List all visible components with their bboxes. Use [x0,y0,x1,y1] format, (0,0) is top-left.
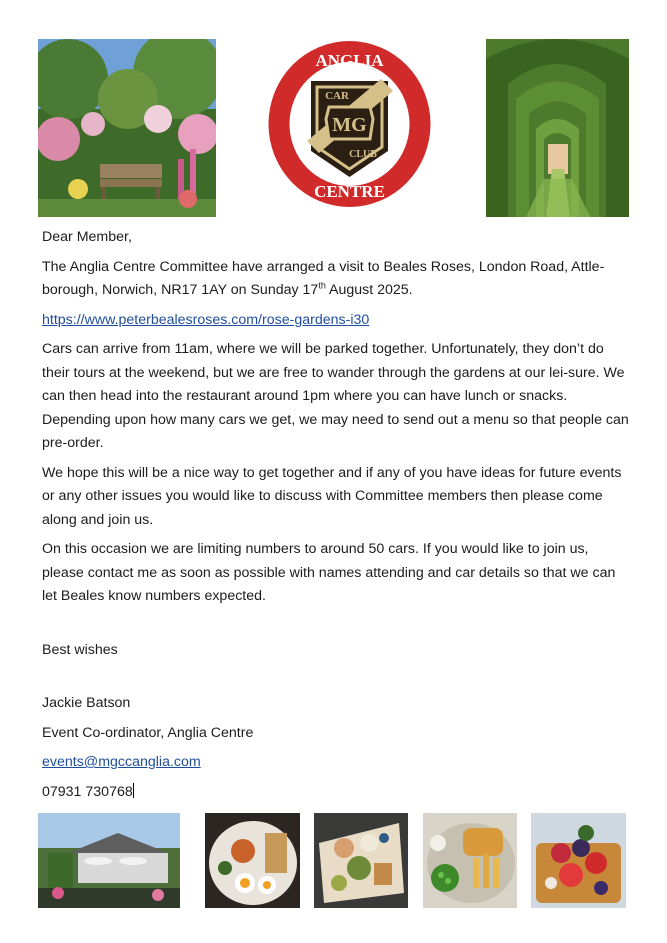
intro-paragraph [42,256,632,303]
get-together-paragraph: We hope this will be a nice way to get together and if any of you have ideas for future events or any other issues you would like to discuss with Committee members then please come along and join us. [42,464,622,528]
signatory-name: Jackie Batson [42,695,131,711]
rose-gardens-link[interactable]: https://www.peterbealesroses.com/rose-gardens-i30 [42,311,370,328]
fruit-waffle-photo [531,813,626,908]
intro-text-end: August 2025. [325,282,413,298]
logo-mg-text: MG [332,114,367,136]
logo-car-text: CAR [325,90,349,102]
sandwich-platter-photo [314,813,408,908]
anglia-centre-car-club-logo [267,39,432,209]
text-cursor [133,783,134,798]
intro-text: The Anglia Centre Committee have arranged a visit to Beales Roses, London Road, Attle-borough, Norwich, NR17 1AY on Sunday 17 [42,258,605,298]
logo-top-text: ANGLIA [315,51,384,70]
breakfast-plate-photo [205,813,300,908]
logo-bottom-text: CENTRE [314,182,385,201]
restaurant-terrace-photo [38,813,180,908]
signatory-role: Event Co-ordinator, Anglia Centre [42,724,254,741]
logo-club-text: CLUB [349,149,377,160]
fish-and-chips-photo [423,813,517,908]
signoff: Best wishes [42,641,118,658]
letter-body [42,226,632,810]
email-link[interactable]: events@mgccanglia.com [42,754,201,770]
greeting: Dear Member, [42,229,132,245]
green-arch-walkway-photo [486,39,629,217]
rose-garden-bench-photo [38,39,216,217]
date-suffix: th [318,280,326,291]
numbers-paragraph: On this occasion we are limiting numbers to around 50 cars. If you would like to join us, please contact me as soon as possible with names attending and car details so that we can let Beales know numbers expected. [42,541,616,604]
phone-number: 07931 730768 [42,783,133,800]
arrival-paragraph: Cars can arrive from 11am, where we will be parked together. Unfortunately, they don’t do their tours at the weekend, but we are free to wander through the gardens at our lei-sure. We can then head into the restaurant around 1pm where you can have lunch or snacks. Depending upon how many cars we get, we may need to send out a menu so that people can pre-order. [42,341,629,451]
